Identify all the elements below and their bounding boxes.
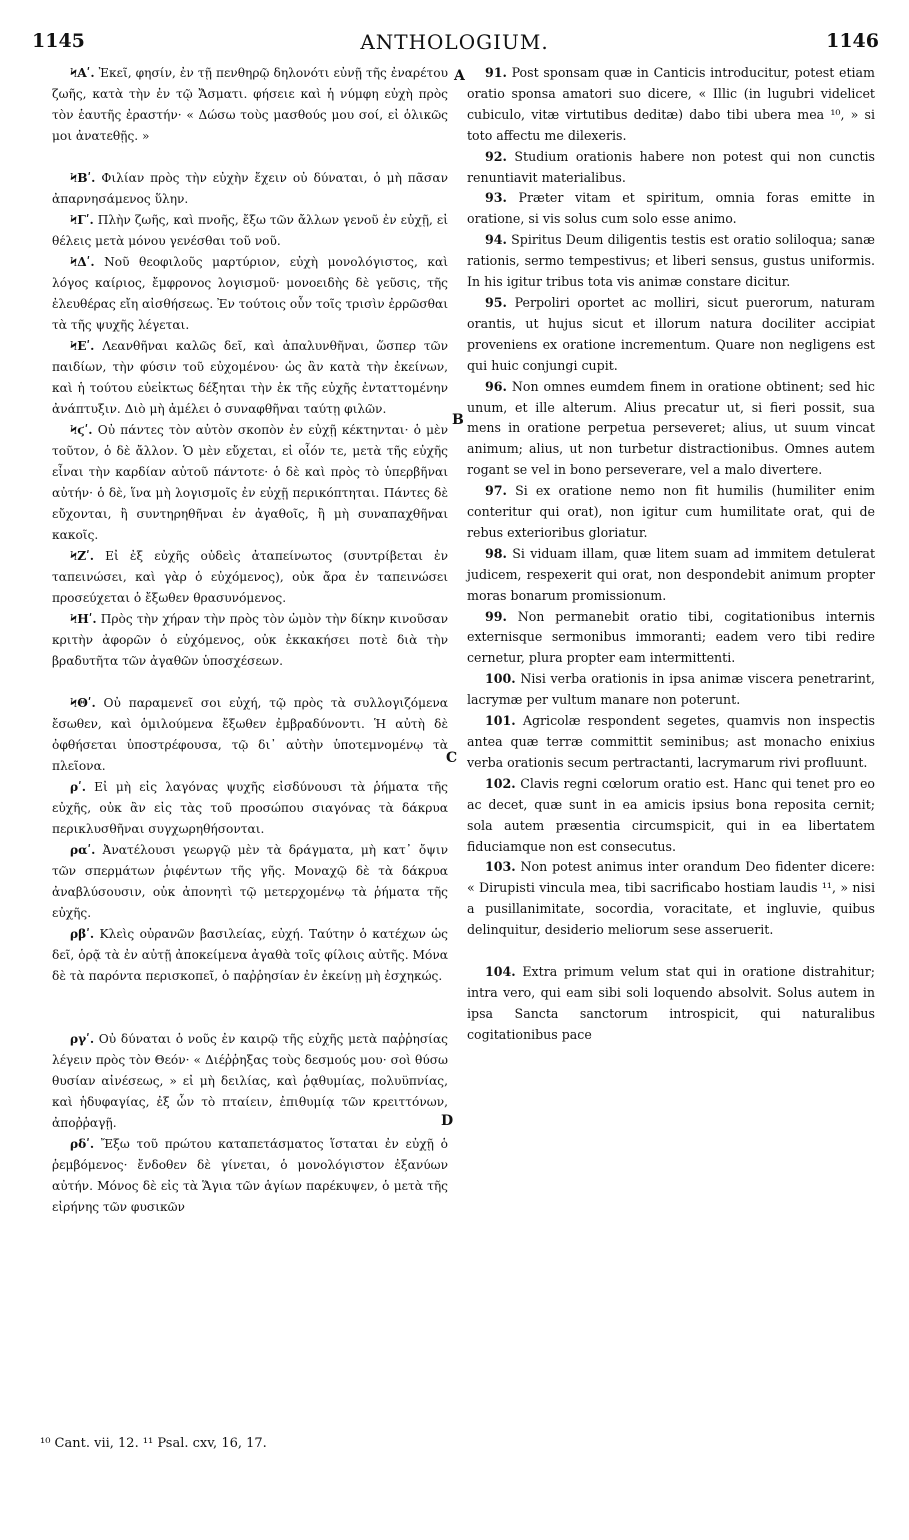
latin-paragraph-104: 104. Extra primum velum stat qui in oratione distrahitur; intra vero, qui eam sibi soli loquendo absolvit. Solus autem in ipsa Sancta sanctorum introspicit, qui naturalibus cogitationibus pace bbox=[467, 964, 875, 1042]
greek-paragraph-93: ϞΓʹ. Πλὴν ζωῆς, καὶ πνοῆς, ἔξω τῶν ἄλλων γενοῦ ἐν εὐχῇ, εἰ θέλεις μετὰ μόνου γενέσθαι τοῦ νοῦ. bbox=[52, 213, 449, 248]
margin-letter-a: A bbox=[454, 68, 465, 84]
latin-paragraph-98: 98. Si viduam illam, quæ litem suam ad immitem detulerat judicem, respexerit qui orat, non despondebit animum propter moras bonarum promissionum. bbox=[467, 545, 875, 603]
latin-paragraph-95: 95. Perpoliri oportet ac molliri, sicut puerorum, naturam orantis, ut hujus sicut et illorum natura dociliter accipiat proveniens ex oratione incrementum. Quare non negligens est qui huic conjungi cupit. bbox=[467, 294, 875, 373]
greek-paragraph-94: ϞΔʹ. Νοῦ θεοφιλοῦς μαρτύριον, εὐχὴ μονολόγιστος, καὶ λόγος καίριος, ἔμφρονος λογισμοῦ· μονοειδὴς δὲ γεῦσις, τῆς ἐλευθέρας εἴη αἰσθήσεως. Ἐν τούτοις οὖν τοῖς τρισὶν ἐρρῶσθαι τὰ τῆς ψυχῆς λέγεται. bbox=[52, 255, 448, 332]
page-number-left: 1145 bbox=[32, 30, 85, 52]
latin-paragraph-94: 94. Spiritus Deum diligentis testis est oratio soliloqua; sanæ rationis, sermo tempestivus; et liberi sensus, gustus uniformis. In his igitur tribus tota vis animæ constare dicitur. bbox=[467, 232, 875, 290]
greek-paragraph-102: ρβʹ. Κλεὶς οὐρανῶν βασιλείας, εὐχή. Ταύτην ὁ κατέχων ὡς δεῖ, ὁρᾷ τὰ ἐν αὐτῇ ἀποκείμενα ἀγαθὰ τοῖς φίλοις αὐτῆς. Μόνα δὲ τὰ παρόντα περισκοπεῖ, ὁ παῤῥησίαν ἐν ἐκείνῃ μὴ ἐσχηκώς. bbox=[52, 927, 448, 983]
greek-paragraph-96: Ϟϛʹ. Οὐ πάντες τὸν αὐτὸν σκοπὸν ἐν εὐχῇ κέκτηνται· ὁ μὲν τοῦτον, ὁ δὲ ἄλλον. Ὁ μὲν εὔχεται, εἰ οἷόν τε, μετὰ τῆς εὐχῆς εἶναι τὴν καρδίαν αὐτοῦ πάντοτε· ὁ δὲ καὶ πρὸς τὸ ὑπερβῆναι αὐτήν· ὁ δὲ, ἵνα μὴ λογισμοῖς ἐν εὐχῇ περικόπτηται. Πάντες δὲ εὔχονται, ἢ συντηρηθῆναι ἐν ἀγαθοῖς, ἢ μὴ συναπαχθῆναι κακοῖς. bbox=[52, 423, 448, 542]
latin-paragraph-91: 91. Post sponsam quæ in Canticis introducitur, potest etiam oratio sponsa amatori suo dicere, « Illic (in lugubri videlicet cubiculo, vitæ virtutibus deditæ) dabo tibi ubera mea ¹⁰, » si toto affectu me dilexeris. bbox=[467, 65, 875, 143]
greek-paragraph-98: ϞΗʹ. Πρὸς τὴν χήραν τὴν πρὸς τὸν ὠμὸν τὴν δίκην κινοῦσαν κριτὴν ἀφορῶν ὁ εὐχόμενος, οὐκ ἐκκακήσει ποτὲ διὰ τὴν βραδυτῆτα τῶν ἀγαθῶν ὑποσχέσεων. bbox=[52, 612, 449, 668]
greek-paragraph-103: ργʹ. Οὐ δύναται ὁ νοῦς ἐν καιρῷ τῆς εὐχῆς μετὰ παῤῥησίας λέγειν πρὸς τὸν Θεόν· « Διέῤῥηξας τοὺς δεσμούς μου· σοὶ θύσω θυσίαν αἰνέσεως, » εἰ μὴ δειλίας, καὶ ῥᾳθυμίας, πολυϋπνίας, καὶ ἡδυφαγίας, ἐξ ὧν τὸ πταίειν, ἐπιθυμίᾳ τῶν κρειττόνων, ἀποῤῥαγῇ. bbox=[52, 1032, 449, 1130]
latin-paragraph-101: 101. Agricolæ respondent segetes, quamvis non inspectis antea quæ terræ committit seminibus; ast monacho enixius verba orationis secum pertractanti, lacrymarum rivi profluunt. bbox=[467, 713, 875, 770]
greek-paragraph-91: ϞΑʹ. Ἐκεῖ, φησίν, ἐν τῇ πενθηρῷ δηλονότι εὐνῇ τῆς ἐναρέτου ζωῆς, κατὰ τὴν ἐν τῷ Ἄσματι. φήσειε καὶ ἡ νύμφη εὐχὴ πρὸς τὸν ἑαυτῆς ἐραστήν· « Δώσω τοὺς μασθούς μου σοί, εἰ ὁλικῶς μοι ἀνατεθῇς. » bbox=[52, 66, 449, 143]
latin-paragraph-96: 96. Non omnes eumdem finem in oratione obtinent; sed hic unum, et ille alterum. Alius precatur ut, si fieri possit, sua mens in oratione perpetua perseveret; alius, ut suum vincat animum; alius, ut non turbetur distractionibus. Omnes autem rogant se vel in bono perseverare, vel a malo divertere. bbox=[467, 378, 875, 478]
latin-paragraph-103: 103. Non potest animus inter orandum Deo fidenter dicere: « Dirupisti vincula mea, tibi sacrificabo hostiam laudis ¹¹, » nisi a pusillanimitate, socordia, voracitate, et ingluvie, quibus delinquitur, desiderio meliorum sese asseruerit. bbox=[467, 859, 875, 938]
latin-column bbox=[467, 63, 875, 1046]
greek-column bbox=[52, 63, 448, 1218]
running-title: ANTHOLOGIUM. bbox=[360, 30, 549, 54]
page-number-right: 1146 bbox=[826, 30, 879, 52]
greek-paragraph-101: ραʹ. Ἀνατέλουσι γεωργῷ μὲν τὰ δράγματα, μὴ κατ᾽ ὄψιν τῶν σπερμάτων ῥιφέντων τῆς γῆς. Μοναχῷ δὲ τὰ δάκρυα ἀναβλύσουσιν, οὐκ ἀπονητὶ τῷ μετερχομένῳ τὰ ῥήματα τῆς εὐχῆς. bbox=[52, 843, 449, 920]
latin-paragraph-100: 100. Nisi verba orationis in ipsa animæ viscera penetrarint, lacrymæ per vultum manare non poterunt. bbox=[467, 671, 875, 708]
greek-paragraph-95: ϞΕʹ. Λεανθῆναι καλῶς δεῖ, καὶ ἀπαλυνθῆναι, ὥσπερ τῶν παιδίων, τὴν φύσιν τοῦ εὐχομένου· ὡς ἂν κατὰ τὴν ἐκείνων, καὶ ἡ τούτου εὐεἰκτως δέξηται τὴν ἐκ τῆς εὐχῆς ἐνταττομένην ἀνάπτυξιν. Διὸ μὴ ἀμέλει ὁ συναφθῆναι ταύτῃ φιλῶν. bbox=[52, 339, 448, 416]
greek-paragraph-100: ρʹ. Εἰ μὴ εἰς λαγόνας ψυχῆς εἰσδύνουσι τὰ ῥήματα τῆς εὐχῆς, οὐκ ἂν εἰς τὰς τοῦ προσώπου σιαγόνας τὰ δάκρυα περικλυσθῆναι συγχωρηθήσονται. bbox=[52, 780, 449, 836]
margin-letter-b: B bbox=[452, 412, 464, 428]
greek-paragraph-99: ϞΘʹ. Οὐ παραμενεῖ σοι εὐχή, τῷ πρὸς τὰ συλλογιζόμενα ἔσωθεν, καὶ ὁμιλούμενα ἔξωθεν ἐμβραδύνοντι. Ἡ αὐτὴ δὲ ὀφθήσεται ὑποστρέφουσα, τῷ δι᾽ αὐτὴν ὑποτεμνομένῳ τὰ πλεῖονα. bbox=[52, 696, 449, 773]
margin-letter-d: D bbox=[441, 1113, 454, 1129]
latin-paragraph-93: 93. Præter vitam et spiritum, omnia foras emitte in oratione, si vis solus cum solo esse animo. bbox=[467, 190, 875, 227]
latin-paragraph-92: 92. Studium orationis habere non potest qui non cunctis renuntiavit materialibus. bbox=[467, 148, 875, 185]
running-header bbox=[0, 30, 909, 60]
latin-paragraph-102: 102. Clavis regni cœlorum oratio est. Hanc qui tenet pro eo ac decet, quæ sunt in ea amicis ipsius bona reposita cernit; sola autem præsentia circumspicit, qui in ea libertatem fiduciamque non est consecutus. bbox=[467, 775, 875, 854]
greek-paragraph-104: ρδʹ. Ἔξω τοῦ πρώτου καταπετάσματος ἵσταται ἐν εὐχῇ ὁ ῥεμβόμενος· ἔνδοθεν δὲ γίνεται, ὁ μονολόγιστον ἐξανύων αὐτήν. Μόνος δὲ εἰς τὰ Ἅγια τῶν ἁγίων παρέκυψεν, ὁ μετὰ τῆς εἰρήνης τῶν φυσικῶν bbox=[52, 1137, 448, 1214]
latin-paragraph-97: 97. Si ex oratione nemo non fit humilis (humiliter enim conteritur qui orat), non igitur cum humilitate orat, qui de rebus exterioribus gloriatur. bbox=[467, 483, 875, 540]
margin-letter-c: C bbox=[446, 750, 458, 766]
latin-paragraph-99: 99. Non permanebit oratio tibi, cogitationibus internis externisque sermonibus immoranti; eadem vero tibi redire cernetur, plura propter eam intermittenti. bbox=[467, 608, 875, 666]
greek-paragraph-92: ϞΒʹ. Φιλίαν πρὸς τὴν εὐχὴν ἔχειν οὐ δύναται, ὁ μὴ πᾶσαν ἀπαρνησάμενος ὕλην. bbox=[52, 171, 448, 206]
footnotes: ¹⁰ Cant. vii, 12. ¹¹ Psal. cxv, 16, 17. bbox=[40, 1436, 267, 1451]
greek-paragraph-97: ϞΖʹ. Εἰ ἐξ εὐχῆς οὐδεὶς ἀταπείνωτος (συντρίβεται ἐν ταπεινώσει, καὶ γὰρ ὁ εὐχόμενος), οὐκ ἄρα ἐν ταπεινώσει προσεύχεται ὁ ἔξωθεν θρασυνόμενος. bbox=[52, 549, 449, 605]
